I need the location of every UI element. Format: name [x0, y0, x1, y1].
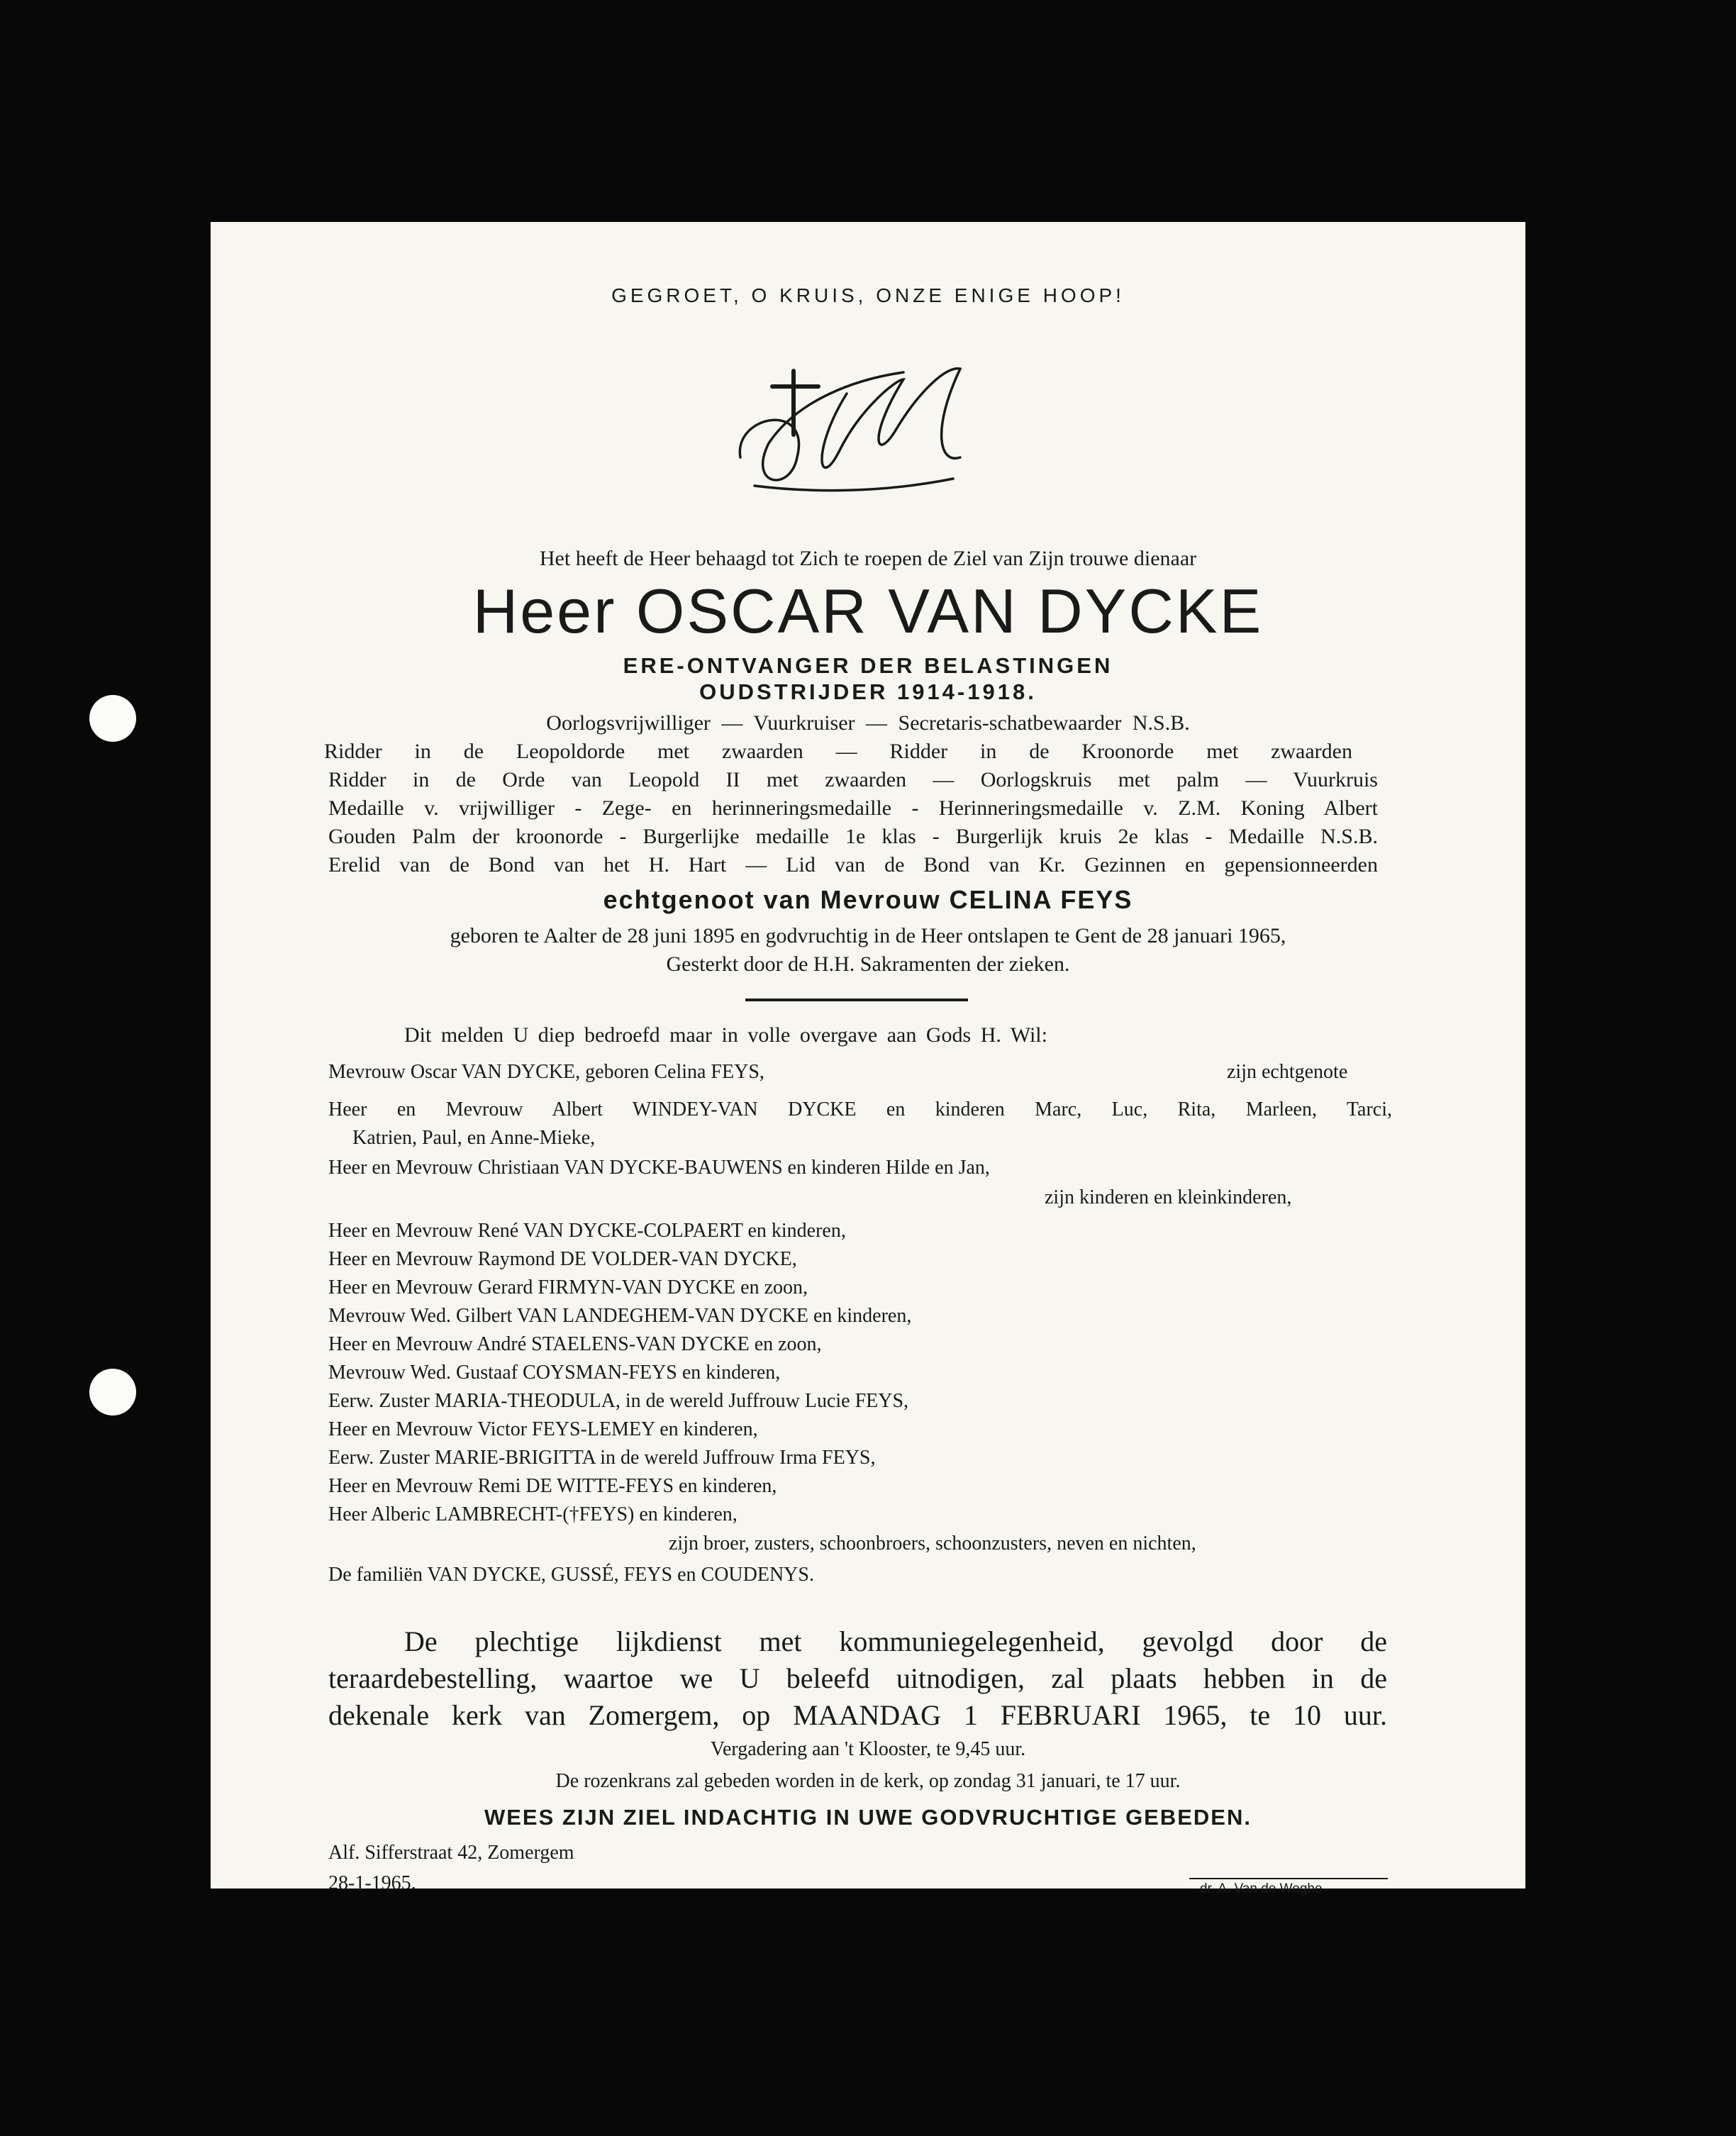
sacraments-line: Gesterkt door de H.H. Sakramenten der zieken.: [666, 952, 1070, 976]
closing-line: WEES ZIJN ZIEL INDACHTIG IN UWE GODVRUCHTIGE GEBEDEN.: [484, 1805, 1252, 1830]
honors-line: Erelid van de Bond van het H. Hart — Lid van de Bond van Kr. Gezinnen en gepensionneerden: [328, 853, 1378, 877]
service-line: teraardebestelling, waartoe we U beleefd uitnodigen, zal plaats hebben in de: [328, 1662, 1387, 1694]
title-line-2: OUDSTRIJDER 1914-1918.: [699, 679, 1037, 704]
honors-line: Gouden Palm der kroonorde - Burgerlijke medaille 1e klas - Burgerlijk kruis 2e klas - Medaille N.S.B.: [328, 825, 1378, 848]
birth-death-line: geboren te Aalter de 28 juni 1895 en godvruchtig in de Heer ontslapen te Gent de 28 januari 1965,: [450, 924, 1286, 947]
honors-line: Ridder in de Orde van Leopold II met zwaarden — Oorlogskruis met palm — Vuurkruis: [328, 768, 1378, 791]
service-line: dekenale kerk van Zomergem, op MAANDAG 1 FEBRUARI 1965, te 10 uur.: [328, 1699, 1387, 1731]
announcement: Dit melden U diep bedroefd maar in volle overgave aan Gods H. Wil:: [404, 1023, 1047, 1047]
relative-line: Eerw. Zuster MARIA-THEODULA, in de wereld Juffrouw Lucie FEYS,: [328, 1390, 909, 1412]
families-line: De familiën VAN DYCKE, GUSSÉ, FEYS en COUDENYS.: [328, 1564, 814, 1586]
spouse-line: echtgenoot van Mevrouw CELINA FEYS: [603, 885, 1133, 914]
relative-line: Mevrouw Wed. Gustaaf COYSMAN-FEYS en kinderen,: [328, 1362, 781, 1384]
honors-line: Ridder in de Leopoldorde met zwaarden — Ridder in de Kroonorde met zwaarden: [324, 740, 1352, 763]
child-line: Heer en Mevrouw Christiaan VAN DYCKE-BAUWENS en kinderen Hilde en Jan,: [328, 1157, 990, 1179]
binder-hole-top: [89, 695, 136, 742]
relative-line: Heer en Mevrouw Gerard FIRMYN-VAN DYCKE en zoon,: [328, 1276, 808, 1298]
memorial-card: [211, 222, 1525, 1896]
divider: [745, 999, 968, 1001]
title-line-1: ERE-ONTVANGER DER BELASTINGEN: [623, 653, 1113, 678]
widow-role: zijn echtgenote: [1227, 1061, 1348, 1083]
rosary-line: De rozenkrans zal gebeden worden in de kerk, op zondag 31 januari, te 17 uur.: [555, 1770, 1181, 1792]
notice-date: 28-1-1965.: [328, 1872, 416, 1894]
gathering-line: Vergadering aan 't Klooster, te 9,45 uur.: [710, 1738, 1026, 1760]
relatives-role: zijn broer, zusters, schoonbroers, schoonzusters, neven en nichten,: [669, 1533, 1196, 1554]
motto: GEGROET, O KRUIS, ONZE ENIGE HOOP!: [611, 284, 1125, 306]
relative-line: Heer Alberic LAMBRECHT-(†FEYS) en kinderen,: [328, 1503, 738, 1525]
children-role: zijn kinderen en kleinkinderen,: [1045, 1186, 1292, 1208]
printer-credit: dr. A. Van de Weghe: [1200, 1881, 1323, 1896]
relative-line: Heer en Mevrouw Victor FEYS-LEMEY en kinderen,: [328, 1418, 758, 1440]
intro-line: Het heeft de Heer behaagd tot Zich te roepen de Ziel van Zijn trouwe dienaar: [539, 547, 1197, 570]
relative-line: Heer en Mevrouw Remi DE WITTE-FEYS en kinderen,: [328, 1475, 777, 1497]
relative-line: Heer en Mevrouw André STAELENS-VAN DYCKE en zoon,: [328, 1333, 822, 1355]
service-line: De plechtige lijkdienst met kommuniegelegenheid, gevolgd door de: [404, 1625, 1387, 1657]
relative-line: Heer en Mevrouw René VAN DYCKE-COLPAERT en kinderen,: [328, 1220, 846, 1242]
honors-line: Oorlogsvrijwilliger — Vuurkruiser — Secretaris-schatbewaarder N.S.B.: [546, 711, 1190, 735]
relative-line: Eerw. Zuster MARIE-BRIGITTA in de wereld Juffrouw Irma FEYS,: [328, 1447, 876, 1469]
deceased-name: Heer OSCAR VAN DYCKE: [472, 576, 1264, 646]
relative-line: Heer en Mevrouw Raymond DE VOLDER-VAN DYCKE,: [328, 1248, 797, 1270]
honors-line: Medaille v. vrijwilliger - Zege- en herinneringsmedaille - Herinneringsmedaille v. Z.M. Koning Albert: [328, 796, 1378, 820]
cross-monogram-M-icon: [726, 351, 1010, 508]
home-address: Alf. Sifferstraat 42, Zomergem: [328, 1842, 574, 1864]
printer-rule: [1189, 1878, 1388, 1879]
relative-line: Mevrouw Wed. Gilbert VAN LANDEGHEM-VAN DYCKE en kinderen,: [328, 1305, 912, 1327]
child-line: Katrien, Paul, en Anne-Mieke,: [352, 1127, 596, 1149]
child-line: Heer en Mevrouw Albert WINDEY-VAN DYCKE en kinderen Marc, Luc, Rita, Marleen, Tarci,: [328, 1098, 1392, 1120]
widow-name: Mevrouw Oscar VAN DYCKE, geboren Celina FEYS,: [328, 1061, 764, 1083]
binder-hole-bottom: [89, 1369, 136, 1415]
